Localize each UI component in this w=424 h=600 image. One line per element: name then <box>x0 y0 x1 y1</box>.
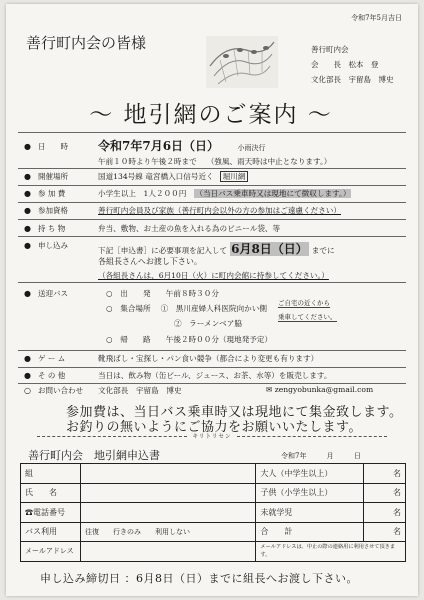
table-row <box>21 483 406 503</box>
table-row <box>21 464 406 484</box>
circle-icon: ○ <box>24 386 31 395</box>
table-row <box>21 522 406 542</box>
notice-fee: 参加費は、当日バス乗車時又は現地にて集金致します。 <box>66 405 403 420</box>
bullet-icon: ● <box>24 189 31 198</box>
cell-label: 氏 名 <box>21 483 81 503</box>
page-title: ～ 地引網のご案内 ～ <box>89 102 333 128</box>
email-note: メールアドレスは、中止の際の連絡用に利用させて頂きます。 <box>256 542 406 562</box>
child-count-field[interactable]: 名 <box>364 483 406 503</box>
bullet-icon: ● <box>24 224 31 233</box>
apply-handover: 各組長さんへお渡し下さい。 <box>98 257 202 266</box>
event-date: 令和7年7月6日（日） 小雨決行 <box>98 139 266 153</box>
row-label-qualification: ● 参加資格 <box>24 206 68 215</box>
row-label-other: ● そ の 他 <box>24 371 66 380</box>
table-row <box>21 503 406 523</box>
divider <box>18 282 406 283</box>
table-row <box>21 542 406 562</box>
bullet-icon: ● <box>24 354 31 363</box>
bus-departure: ○ 出 発 午前８時３０分 <box>106 289 219 298</box>
divider <box>18 202 406 203</box>
deadline-notice: 申し込み締切日 ：6月8日（日）までに組長へお渡し下さい。 <box>40 572 358 585</box>
divider <box>18 367 406 368</box>
preschool-count-field[interactable]: 名 <box>364 503 406 523</box>
contact-email[interactable]: ✉ zengyobunka@gmail.com <box>266 385 374 394</box>
group-field[interactable] <box>80 464 255 484</box>
row-label-bus: ● 送迎バス <box>24 289 68 298</box>
email-field[interactable] <box>80 542 255 562</box>
apply-leaders-note: （各組長さんは、6月10日（火）に町内会館に持参してください。） <box>98 271 329 280</box>
form-date: 令和7年 月 日 <box>281 452 361 460</box>
row-label-items: ● 持 ち 物 <box>24 224 66 233</box>
event-fee: 小学生以上 1人２００円 （当日バス乗車時又は現地にて徴収します。） <box>98 189 351 198</box>
row-label-game: ● ゲ ー ム <box>24 354 66 363</box>
event-place: 国道134号線 竜宮橋入口信号近く 堀川網 <box>98 171 248 182</box>
divider <box>18 219 406 220</box>
form-title: 善行町内会 地引網申込書 <box>28 449 160 462</box>
contact-person: 文化部長 宇留島 博史 <box>98 386 182 395</box>
cut-line: キリトリセン <box>16 432 408 440</box>
game-list: 靴飛ばし・宝探し・パン食い競争（都合により変更も有ります） <box>98 354 319 363</box>
apply-instruction: 下記［申込書］に必要事項を記入して 6月8日（日） までに <box>98 242 335 256</box>
cell-label: 大人（中学生以上） <box>256 464 364 484</box>
bullet-icon: ● <box>24 371 31 380</box>
divider <box>18 132 406 133</box>
row-label-place: ● 開催場所 <box>24 172 68 181</box>
cell-label: 組 <box>21 464 81 484</box>
fishing-net-illustration <box>206 36 278 88</box>
event-time: 午前１０時より午後２時まで （強風、雨天時は中止となります。） <box>98 157 332 166</box>
greeting: 善行町内会の皆様 <box>26 34 147 52</box>
event-items: 弁当、敷物、お土産の魚を入れる為のビニール袋、等 <box>98 224 281 233</box>
cell-label: 子供（小学生以上） <box>256 483 364 503</box>
cell-label: バス利用 <box>21 522 81 542</box>
cell-label: 未就学児 <box>256 503 364 523</box>
flyer-page <box>6 4 418 596</box>
bullet-icon: ● <box>24 142 31 151</box>
cell-label: メールアドレス <box>21 542 81 562</box>
row-label-datetime: ● 日 時 <box>24 142 68 151</box>
mail-icon: ✉ <box>266 385 275 394</box>
row-label-fee: ● 参 加 費 <box>24 189 66 198</box>
application-form-table <box>20 463 406 562</box>
event-qualification: 善行町内会員及び家族（善行町内会以外の方の参加はご遠慮ください） <box>98 206 341 215</box>
adult-count-field[interactable]: 名 <box>364 464 406 484</box>
bus-usage-options[interactable]: 往復 行きのみ 利用しない <box>80 522 255 542</box>
bus-meeting-point: ○ 集合場所 ① 黒川産婦人科医院向かい側 <box>106 304 267 313</box>
organizer-block: 善行町内会 会 長 松本 登 文化部長 宇留島 博史 <box>311 45 394 84</box>
notice-change: お釣りの無いようにご協力をお願いいたします。 <box>66 420 362 435</box>
bus-meeting-point-2: ② ラーメンベア脇 <box>174 319 242 328</box>
divider <box>18 236 406 237</box>
name-field[interactable] <box>80 483 255 503</box>
bus-memo: ご自宅の近くから 乗車してください。 <box>278 299 337 321</box>
divider <box>18 383 406 384</box>
divider <box>18 350 406 351</box>
divider <box>18 168 406 169</box>
contact-label: ○ お問い合わせ <box>24 386 83 395</box>
bullet-icon: ● <box>24 206 31 215</box>
cell-label: 合 計 <box>256 522 364 542</box>
issue-date: 令和7年5月吉日 <box>351 14 402 22</box>
total-count-field[interactable]: 名 <box>364 522 406 542</box>
phone-field[interactable] <box>80 503 255 523</box>
cell-label: ☎電話番号 <box>21 503 81 523</box>
bus-return: ○ 帰 路 午後２時００分（現地発予定） <box>106 335 273 344</box>
bullet-icon: ● <box>24 289 31 298</box>
row-label-apply: ● 申し込み <box>24 241 68 250</box>
divider <box>18 185 406 186</box>
bullet-icon: ● <box>24 241 31 250</box>
bullet-icon: ● <box>24 172 31 181</box>
other-info: 当日は、飲み物（缶ビール、ジュース、お茶、水等）を販売します。 <box>98 371 332 380</box>
